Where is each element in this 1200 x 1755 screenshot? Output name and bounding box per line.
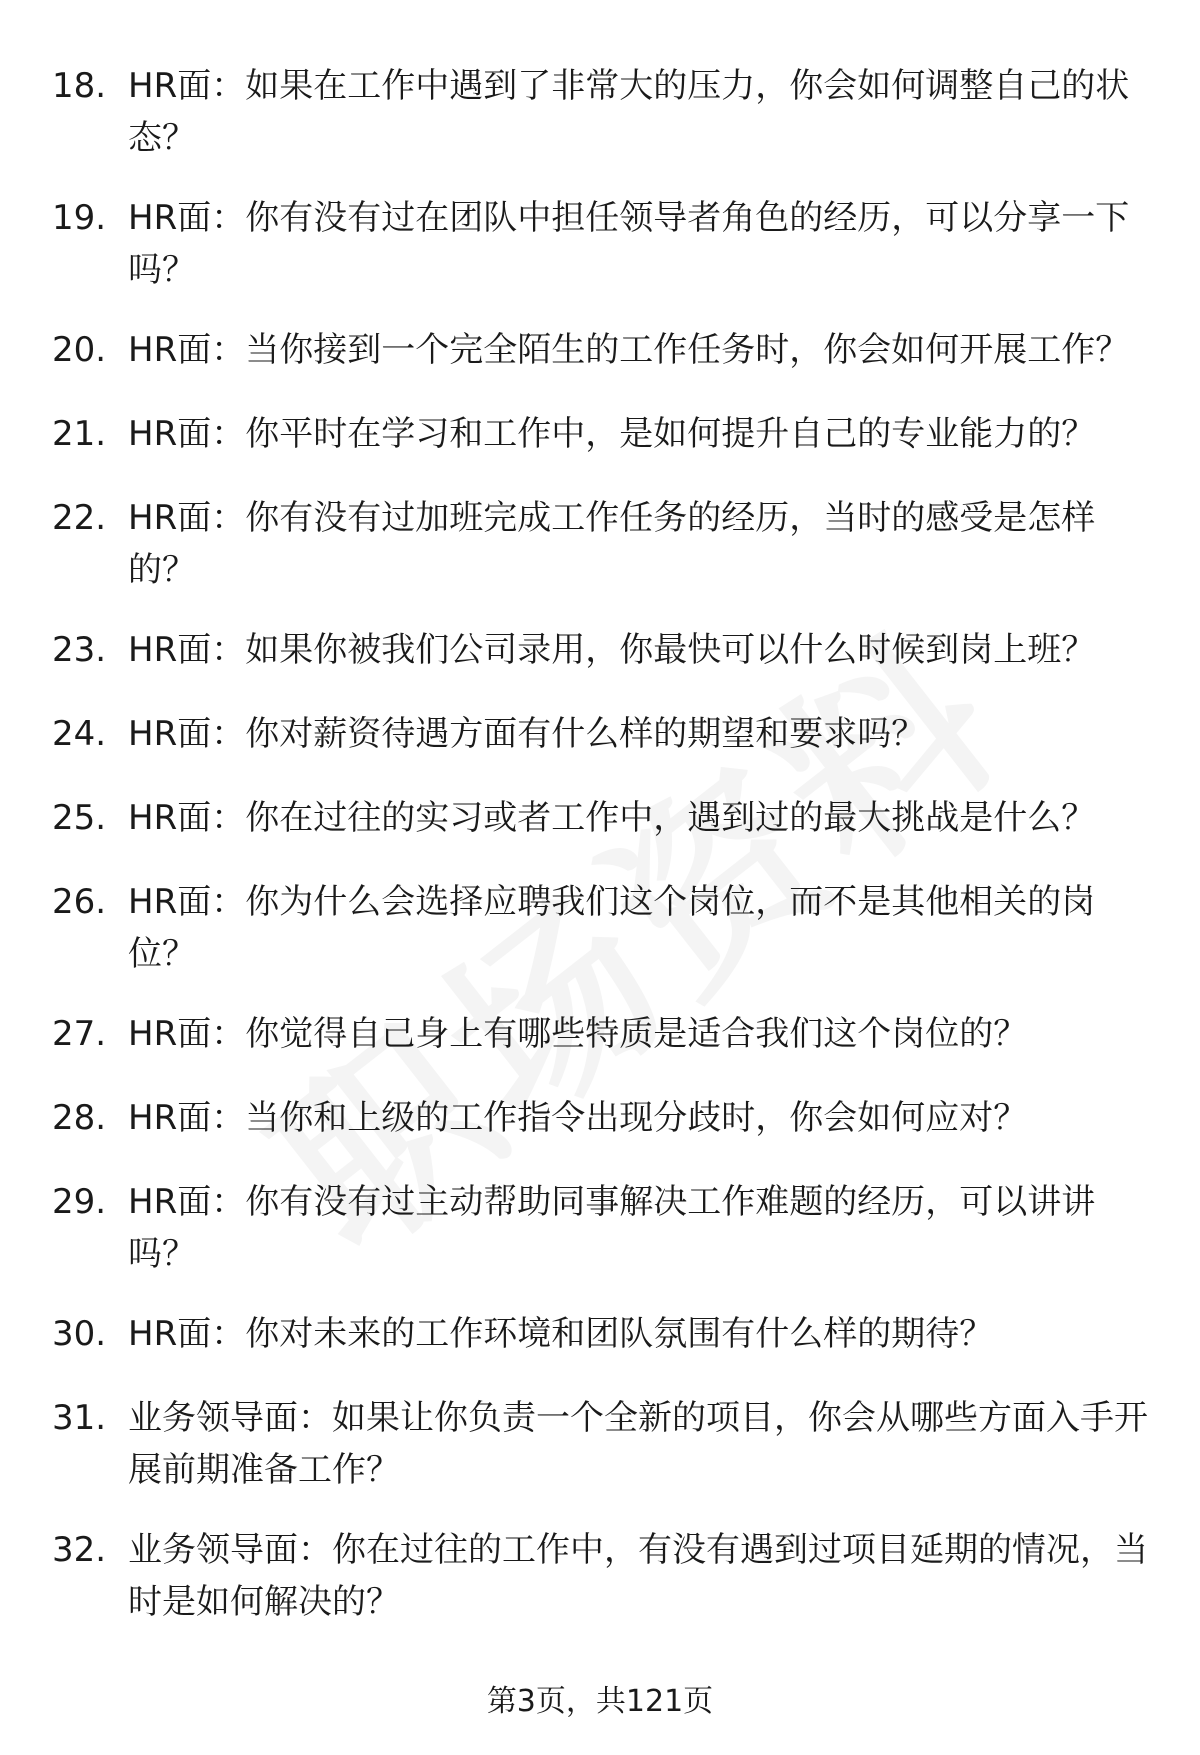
question-item bbox=[0, 792, 1200, 848]
page-number-footer: 第3页，共121页 bbox=[486, 1684, 714, 1719]
question-number: 28. bbox=[52, 1098, 107, 1138]
question-text: HR面：你平时在学习和工作中，是如何提升自己的专业能力的？ bbox=[128, 414, 1096, 454]
question-list bbox=[0, 60, 1200, 1656]
question-text: HR面：你对未来的工作环境和团队氛围有什么样的期待？ bbox=[128, 1314, 994, 1354]
question-text: HR面：如果你被我们公司录用，你最快可以什么时候到岗上班？ bbox=[128, 630, 1096, 670]
question-number: 30. bbox=[52, 1314, 107, 1354]
question-text: HR面：当你和上级的工作指令出现分歧时，你会如何应对？ bbox=[128, 1098, 1028, 1138]
question-number: 31. bbox=[52, 1398, 107, 1438]
question-item bbox=[0, 60, 1200, 164]
question-number: 26. bbox=[52, 882, 107, 922]
question-item bbox=[0, 1092, 1200, 1148]
question-text: HR面：你为什么会选择应聘我们这个岗位，而不是其他相关的岗位？ bbox=[128, 882, 1096, 974]
question-item bbox=[0, 192, 1200, 296]
question-text: 业务领导面：你在过往的工作中，有没有遇到过项目延期的情况，当时是如何解决的？ bbox=[128, 1530, 1148, 1622]
question-text: HR面：你有没有过主动帮助同事解决工作难题的经历，可以讲讲吗？ bbox=[128, 1182, 1096, 1274]
question-item bbox=[0, 492, 1200, 596]
question-text: HR面：你有没有过在团队中担任领导者角色的经历，可以分享一下吗？ bbox=[128, 198, 1130, 290]
question-item bbox=[0, 1524, 1200, 1628]
question-text: HR面：你有没有过加班完成工作任务的经历，当时的感受是怎样的？ bbox=[128, 498, 1096, 590]
question-text: HR面：你觉得自己身上有哪些特质是适合我们这个岗位的？ bbox=[128, 1014, 1028, 1054]
question-number: 23. bbox=[52, 630, 107, 670]
question-item bbox=[0, 708, 1200, 764]
question-number: 29. bbox=[52, 1182, 107, 1222]
question-item bbox=[0, 624, 1200, 680]
question-text: HR面：你对薪资待遇方面有什么样的期望和要求吗？ bbox=[128, 714, 926, 754]
question-item bbox=[0, 408, 1200, 464]
question-number: 25. bbox=[52, 798, 107, 838]
question-text: HR面：当你接到一个完全陌生的工作任务时，你会如何开展工作？ bbox=[128, 330, 1130, 370]
question-number: 21. bbox=[52, 414, 107, 454]
question-item bbox=[0, 876, 1200, 980]
question-text: HR面：如果在工作中遇到了非常大的压力，你会如何调整自己的状态？ bbox=[128, 66, 1130, 158]
question-text: 业务领导面：如果让你负责一个全新的项目，你会从哪些方面入手开展前期准备工作？ bbox=[128, 1398, 1148, 1490]
question-number: 24. bbox=[52, 714, 107, 754]
question-item bbox=[0, 1392, 1200, 1496]
question-number: 27. bbox=[52, 1014, 107, 1054]
question-item bbox=[0, 1308, 1200, 1364]
question-item bbox=[0, 1176, 1200, 1280]
question-item bbox=[0, 1008, 1200, 1064]
question-number: 32. bbox=[52, 1530, 107, 1570]
question-number: 22. bbox=[52, 498, 107, 538]
question-number: 18. bbox=[52, 66, 107, 106]
question-text: HR面：你在过往的实习或者工作中，遇到过的最大挑战是什么？ bbox=[128, 798, 1096, 838]
question-item bbox=[0, 324, 1200, 380]
question-number: 19. bbox=[52, 198, 107, 238]
question-number: 20. bbox=[52, 330, 107, 370]
